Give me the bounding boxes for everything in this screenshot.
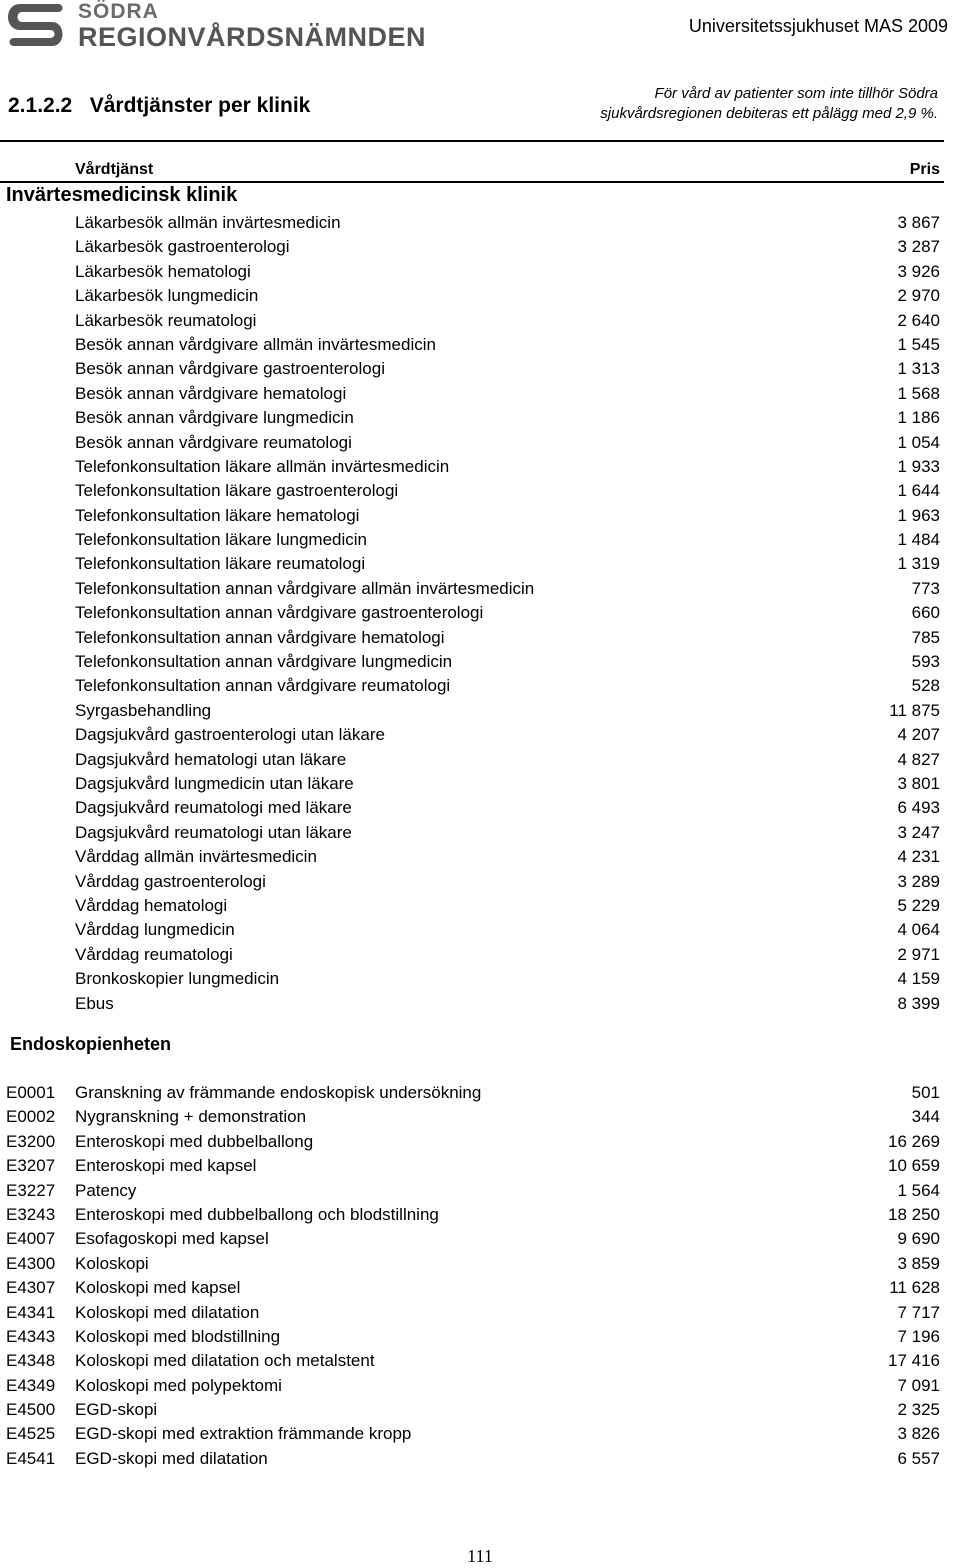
service-description: Syrgasbehandling [75,700,212,720]
service-price: 1 319 [897,554,940,574]
column-header-price: Pris [909,161,940,178]
table-row [0,1154,944,1178]
table-row [0,674,944,698]
service-price: 18 250 [888,1204,940,1224]
table-row [0,406,944,430]
table-row [0,1252,944,1276]
service-code: E4341 [6,1302,56,1322]
service-price: 6 493 [897,798,940,818]
table-row [0,650,944,674]
service-price: 7 091 [897,1375,940,1395]
service-description: Dagsjukvård hematologi utan läkare [75,749,347,769]
service-code: E3243 [6,1204,56,1224]
service-price: 3 826 [897,1424,940,1444]
table-row [0,601,944,625]
service-description: Telefonkonsultation läkare allmän invärtesmedicin [75,456,450,476]
surcharge-note [518,84,938,124]
service-description: Telefonkonsultation läkare gastroenterologi [75,481,399,501]
service-description: Läkarbesök allmän invärtesmedicin [75,213,341,232]
service-price: 1 568 [897,383,940,403]
service-description: Koloskopi [75,1253,149,1273]
service-description: EGD-skopi med dilatation [75,1448,268,1468]
service-price: 4 827 [897,749,940,769]
service-code: E4343 [6,1326,56,1346]
table-row [0,382,944,406]
service-price: 3 289 [897,871,940,891]
hospital-name: Universitetssjukhuset MAS 2009 [688,16,948,36]
section-number: 2.1.2.2 [8,94,73,117]
service-price: 4 064 [897,920,940,940]
table-row [0,870,944,894]
table-row [0,943,944,967]
service-price: 11 875 [889,700,940,720]
service-price: 4 231 [897,847,940,867]
service-code: E4300 [6,1253,56,1273]
table-row [0,1276,944,1300]
service-price: 16 269 [888,1131,940,1151]
service-description: Telefonkonsultation annan vårdgivare lungmedicin [75,652,453,672]
service-price: 773 [911,578,940,598]
service-price: 5 229 [897,895,940,915]
service-price: 11 628 [889,1278,940,1298]
table-row [0,1325,944,1349]
service-code: E3227 [6,1180,56,1200]
service-description: Besök annan vårdgivare lungmedicin [75,408,354,428]
service-price: 501 [911,1083,940,1102]
service-description: Telefonkonsultation läkare reumatologi [75,554,366,574]
service-price: 2 970 [897,286,940,306]
service-code: E4349 [6,1375,56,1395]
sodra-logo-icon [6,0,68,56]
service-description: Esofagoskopi med kapsel [75,1229,269,1249]
service-description: Telefonkonsultation annan vårdgivare hematologi [75,627,445,647]
logo [6,0,426,56]
service-description: Vårddag reumatologi [75,944,233,964]
service-code: E4348 [6,1351,56,1371]
header-bottom-rule [0,181,944,183]
service-price: 3 867 [897,213,940,232]
service-description: Enteroskopi med dubbelballong [75,1131,314,1151]
service-price: 4 159 [897,969,940,989]
table-row [0,1349,944,1373]
service-description: Dagsjukvård lungmedicin utan läkare [75,773,354,793]
service-price: 17 416 [888,1351,940,1371]
service-code: E4307 [6,1278,56,1298]
service-price: 9 690 [897,1229,940,1249]
service-description: Vårddag gastroenterologi [75,871,266,891]
service-price: 1 644 [897,481,940,501]
service-description: EGD-skopi [75,1400,158,1420]
page-number: 111 [467,1546,493,1566]
invartes-table [0,211,944,1016]
service-code: E0002 [6,1107,56,1127]
table-row [0,992,944,1016]
service-price: 785 [911,627,940,647]
table-row [0,1081,944,1105]
table-row [0,967,944,991]
group-title-endoskopi: Endoskopienheten [10,1034,172,1054]
service-description: Läkarbesök hematologi [75,261,251,281]
logo-line2: REGIONVÅRDSNÄMNDEN [78,22,427,52]
service-price: 3 859 [897,1253,940,1273]
service-description: Telefonkonsultation läkare hematologi [75,505,360,525]
group-title-invartes: Invärtesmedicinsk klinik [6,184,238,206]
section-title: Vårdtjänster per klinik [89,94,311,117]
service-price: 4 207 [897,725,940,745]
table-row [0,918,944,942]
service-code: E3207 [6,1156,56,1176]
section-heading [8,94,310,118]
table-row [0,1398,944,1422]
service-description: Koloskopi med kapsel [75,1278,241,1298]
service-description: Koloskopi med dilatation [75,1302,260,1322]
table-row [0,552,944,576]
service-description: Dagsjukvård reumatologi utan läkare [75,822,352,842]
service-code: E4500 [6,1400,56,1420]
table-row [0,699,944,723]
table-row [0,894,944,918]
service-price: 3 926 [897,261,940,281]
service-description: Patency [75,1180,137,1200]
column-header-service: Vårdtjänst [75,161,154,178]
service-code: E4541 [6,1448,56,1468]
note-line2: sjukvårdsregionen debiteras ett pålägg med 2,9 %. [600,105,938,122]
table-row [0,309,944,333]
table-row [0,1447,944,1471]
service-price: 528 [911,676,940,696]
service-description: Nygranskning + demonstration [75,1107,307,1127]
service-description: Läkarbesök gastroenterologi [75,237,290,257]
service-price: 1 564 [897,1180,940,1200]
service-description: Koloskopi med dilatation och metalstent [75,1351,375,1371]
service-description: Ebus [75,993,114,1013]
service-price: 1 484 [897,530,940,550]
service-description: Telefonkonsultation annan vårdgivare gastroenterologi [75,603,484,623]
service-description: Besök annan vårdgivare hematologi [75,383,347,403]
service-price: 7 717 [897,1302,940,1322]
table-row [0,455,944,479]
table-row [0,821,944,845]
table-row [0,845,944,869]
service-code: E4525 [6,1424,56,1444]
service-description: EGD-skopi med extraktion främmande kropp [75,1424,412,1444]
service-price: 2 971 [897,944,940,964]
service-code: E4007 [6,1229,56,1249]
table-row [0,1105,944,1129]
table-row [0,235,944,259]
table-row [0,479,944,503]
service-code: E0001 [6,1083,56,1102]
table-row [0,577,944,601]
table-row [0,723,944,747]
service-price: 3 801 [897,773,940,793]
table-row [0,796,944,820]
service-price: 3 247 [897,822,940,842]
table-row [0,1179,944,1203]
service-description: Enteroskopi med kapsel [75,1156,257,1176]
service-description: Dagsjukvård gastroenterologi utan läkare [75,725,385,745]
table-row [0,284,944,308]
service-price: 2 640 [897,310,940,330]
service-description: Besök annan vårdgivare reumatologi [75,432,352,452]
table-row [0,1374,944,1398]
service-description: Vårddag allmän invärtesmedicin [75,847,317,867]
table-row [0,211,944,235]
service-description: Besök annan vårdgivare gastroenterologi [75,359,385,379]
service-description: Telefonkonsultation annan vårdgivare reumatologi [75,676,451,696]
table-row [0,1130,944,1154]
service-price: 660 [911,603,940,623]
table-row [0,1203,944,1227]
service-price: 3 287 [897,237,940,257]
logo-line1: SÖDRA [78,0,159,23]
note-line1: För vård av patienter som inte tillhör Södra [654,85,938,102]
table-top-rule [0,140,944,142]
service-description: Läkarbesök reumatologi [75,310,257,330]
service-description: Läkarbesök lungmedicin [75,286,259,306]
endoskopi-table [0,1081,944,1471]
service-price: 1 054 [897,432,940,452]
service-description: Vårddag lungmedicin [75,920,235,940]
service-description: Enteroskopi med dubbelballong och blodstillning [75,1204,439,1224]
table-row [0,772,944,796]
service-description: Telefonkonsultation annan vårdgivare allmän invärtesmedicin [75,578,535,598]
service-price: 593 [911,652,940,672]
table-row [0,1301,944,1325]
table-row [0,260,944,284]
table-row [0,626,944,650]
service-price: 10 659 [888,1156,940,1176]
service-price: 1 933 [897,456,940,476]
service-price: 1 963 [897,505,940,525]
service-price: 1 545 [897,334,940,354]
table-row [0,333,944,357]
table-row [0,1227,944,1251]
service-price: 6 557 [897,1448,940,1468]
table-row [0,504,944,528]
service-price: 2 325 [897,1400,940,1420]
service-description: Koloskopi med blodstillning [75,1326,281,1346]
service-description: Vårddag hematologi [75,895,228,915]
table-row [0,528,944,552]
service-description: Bronkoskopier lungmedicin [75,969,280,989]
service-price: 8 399 [897,993,940,1013]
service-price: 7 196 [897,1326,940,1346]
service-description: Granskning av främmande endoskopisk undersökning [75,1083,482,1102]
table-row [0,357,944,381]
service-description: Besök annan vårdgivare allmän invärtesmedicin [75,334,436,354]
service-description: Telefonkonsultation läkare lungmedicin [75,530,368,550]
service-description: Koloskopi med polypektomi [75,1375,282,1395]
service-description: Dagsjukvård reumatologi med läkare [75,798,352,818]
service-price: 1 186 [897,408,940,428]
service-price: 1 313 [897,359,940,379]
table-row [0,431,944,455]
service-code: E3200 [6,1131,56,1151]
service-price: 344 [911,1107,940,1127]
table-row [0,748,944,772]
table-row [0,1422,944,1446]
